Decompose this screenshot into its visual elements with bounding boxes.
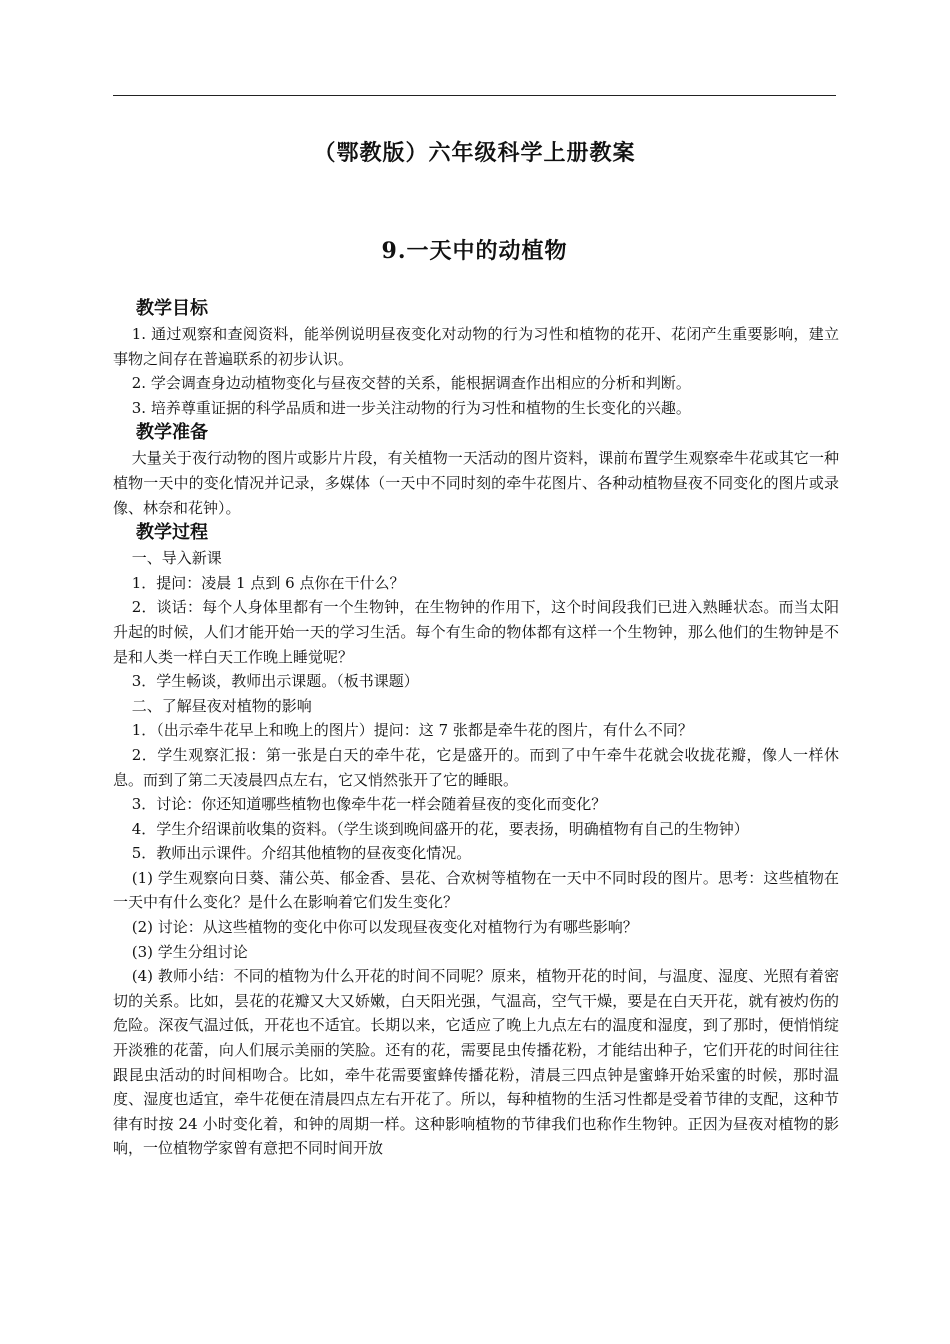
process-paragraph: 5．教师出示课件。介绍其他植物的昼夜变化情况。: [131, 844, 472, 863]
process-paragraph: (1) 学生观察向日葵、蒲公英、郁金香、昙花、合欢树等植物在一天中不同时段的图片。思考：这些植物在一天中有什么变化？是什么在影响着它们发生变化？: [113, 868, 839, 912]
section-heading-process: 教学过程: [136, 522, 208, 544]
prep-paragraph: 大量关于夜行动物的图片或影片片段，有关植物一天活动的图片资料，课前布置学生观察牵牛花或其它一种植物一天中的变化情况并记录，多媒体（一天中不同时刻的牵牛花图片、各种动植物昼夜不同变化的图片或录像、林奈和花钟）。: [113, 449, 839, 517]
process-paragraph: 3．讨论：你还知道哪些植物也像牵牛花一样会随着昼夜的变化而变化？: [131, 795, 607, 814]
process-paragraph: (4) 教师小结：不同的植物为什么开花的时间不同呢？原来，植物开花的时间，与温度、湿度、光照有着密切的关系。比如，昙花的花瓣又大又娇嫩，白天阳光强，气温高，空气干燥，要是在白天开花，就有被灼伤的危险。深夜气温过低，开花也不适宜。长期以来，它适应了晚上九点左右的温度和湿度，到了那时，便悄悄绽开淡雅的花蕾，向人们展示美丽的笑脸。还有的花，需要昆虫传播花粉，才能结出种子，它们开花的时间往往跟昆虫活动的时间相吻合。比如，牵牛花需要蜜蜂传播花粉，清晨三四点钟是蜜蜂开始采蜜的时候，那时温度、湿度也适宜，牵牛花便在清晨四点左右开花了。所以，每种植物的生活习性都是受着节律的支配，这种节律有时按 24 小时变化着，和钟的周期一样。这种影响植物的节律我们也称作生物钟。正因为昼夜对植物的影响，一位植物学家曾有意把不同时间开放: [113, 967, 839, 1158]
process-paragraph: 1．（出示牵牛花早上和晚上的图片）提问：这 7 张都是牵牛花的图片，有什么不同？: [131, 721, 693, 740]
goal-item: 2. 学会调查身边动植物变化与昼夜交替的关系，能根据调查作出相应的分析和判断。: [131, 374, 691, 393]
process-paragraph: 2．学生观察汇报：第一张是白天的牵牛花，它是盛开的。而到了中午牵牛花就会收拢花瓣，像人一样休息。而到了第二天凌晨四点左右，它又悄然张开了它的睡眼。: [113, 745, 839, 789]
process-paragraph: 1．提问：凌晨 1 点到 6 点你在干什么？: [131, 573, 405, 592]
lesson-title: 9.一天中的动植物: [381, 238, 568, 264]
goal-item: 1. 通过观察和查阅资料，能举例说明昼夜变化对动物的行为习性和植物的花开、花闭产生重要影响，建立事物之间存在普遍联系的初步认识。: [113, 325, 839, 368]
process-subheading: 一、导入新课: [131, 549, 222, 568]
process-subheading: 二、了解昼夜对植物的影响: [131, 696, 312, 715]
process-paragraph: 3．学生畅谈，教师出示课题。（板书课题）: [131, 672, 419, 691]
header-rule: [113, 95, 836, 96]
document-title: （鄂教版）六年级科学上册教案: [313, 140, 636, 166]
process-paragraph: (3) 学生分组讨论: [131, 942, 248, 961]
document-body: [113, 296, 839, 1161]
process-paragraph: 2．谈话：每个人身体里都有一个生物钟，在生物钟的作用下，这个时间段我们已进入熟睡状态。而当太阳升起的时候，人们才能开始一天的学习生活。每个有生命的物体都有这样一个生物钟，那么他们的生物钟是不是和人类一样白天工作晚上睡觉呢？: [113, 598, 839, 666]
section-heading-prep: 教学准备: [136, 422, 208, 444]
goal-item: 3. 培养尊重证据的科学品质和进一步关注动物的行为习性和植物的生长变化的兴趣。: [131, 398, 691, 417]
section-heading-goals: 教学目标: [136, 298, 208, 319]
process-paragraph: 4．学生介绍课前收集的资料。（学生谈到晚间盛开的花，要表扬，明确植物有自己的生物钟）: [131, 819, 749, 838]
process-paragraph: (2) 讨论：从这些植物的变化中你可以发现昼夜变化对植物行为有哪些影响？: [131, 918, 638, 937]
